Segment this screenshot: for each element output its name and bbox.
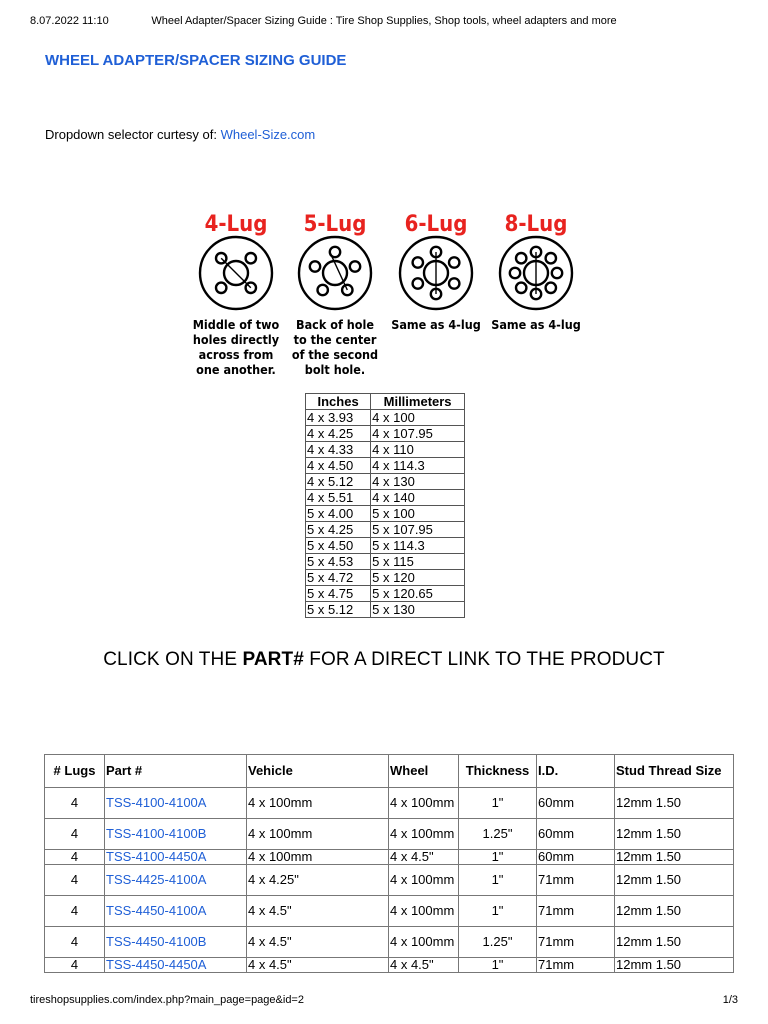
inches-cell: 5 x 4.53 [306,554,371,570]
inches-cell: 4 x 4.25 [306,426,371,442]
wheel-cell: 4 x 100mm [389,788,459,819]
lug-pattern-diagram [192,205,584,385]
millimeters-cell: 5 x 115 [371,554,465,570]
cta-bold: PART# [242,649,304,670]
credit-line [45,127,315,142]
part-number-cell [105,865,247,896]
wheel-cell: 4 x 100mm [389,819,459,850]
stud-thread-cell: 12mm 1.50 [615,865,734,896]
part-link[interactable]: TSS-4450-4100B [106,934,207,949]
millimeters-cell: 4 x 140 [371,490,465,506]
wheel-cell: 4 x 4.5" [389,958,459,973]
lugs-cell: 4 [45,958,105,973]
millimeters-header: Millimeters [371,394,465,410]
vehicle-cell: 4 x 100mm [247,819,389,850]
parts-row [45,865,734,896]
part-link[interactable]: TSS-4450-4450A [106,957,207,972]
inches-cell: 4 x 4.33 [306,442,371,458]
cta-prefix: CLICK ON THE [103,649,243,670]
conversion-row [306,506,465,522]
lug-heading: 4-Lug [204,212,268,237]
print-url: tireshopsupplies.com/index.php?main_page=page&id=2 [30,994,304,1006]
millimeters-cell: 5 x 100 [371,506,465,522]
credit-text: Dropdown selector curtesy of: [45,127,217,142]
part-link[interactable]: TSS-4100-4100A [106,795,207,810]
print-header [30,15,738,29]
lug-description: Same as 4-lug [491,317,581,332]
millimeters-cell: 4 x 130 [371,474,465,490]
stud-thread-header: Stud Thread Size [615,755,734,788]
conversion-row [306,538,465,554]
stud-thread-cell: 12mm 1.50 [615,788,734,819]
lug-description: Same as 4-lug [391,317,481,332]
inches-header: Inches [306,394,371,410]
lug-description: across from [198,347,274,362]
lug-description: one another. [196,362,276,377]
stud-thread-cell: 12mm 1.50 [615,927,734,958]
print-page-title: Wheel Adapter/Spacer Sizing Guide : Tire Shop Supplies, Shop tools, wheel adapters and more [151,15,617,27]
inches-cell: 5 x 4.25 [306,522,371,538]
inches-cell: 5 x 5.12 [306,602,371,618]
lugs-cell: 4 [45,927,105,958]
part-number-cell [105,896,247,927]
id-cell: 71mm [537,865,615,896]
parts-table [44,754,734,973]
part-link[interactable]: TSS-4425-4100A [106,872,207,887]
lugs-cell: 4 [45,819,105,850]
conversion-row [306,458,465,474]
part-number-cell [105,927,247,958]
thickness-cell: 1.25" [459,819,537,850]
id-cell: 71mm [537,896,615,927]
part-number-header: Part # [105,755,247,788]
wheel-cell: 4 x 100mm [389,927,459,958]
id-cell: 60mm [537,850,615,865]
lug-description: of the second [291,347,379,362]
inches-cell: 5 x 4.00 [306,506,371,522]
part-number-cell [105,850,247,865]
millimeters-cell: 4 x 110 [371,442,465,458]
print-page-number: 1/3 [722,994,738,1006]
lug-description: to the center [293,332,377,347]
inches-cell: 4 x 5.12 [306,474,371,490]
vehicle-cell: 4 x 4.5" [247,896,389,927]
print-footer [30,994,738,1008]
lugs-cell: 4 [45,865,105,896]
parts-header-row [45,755,734,788]
part-link[interactable]: TSS-4100-4100B [106,826,207,841]
stud-thread-cell: 12mm 1.50 [615,958,734,973]
vehicle-header: Vehicle [247,755,389,788]
conversion-row [306,410,465,426]
millimeters-cell: 4 x 107.95 [371,426,465,442]
inches-cell: 5 x 4.72 [306,570,371,586]
lugs-cell: 4 [45,850,105,865]
lugs-header: # Lugs [45,755,105,788]
part-link[interactable]: TSS-4100-4450A [106,849,207,864]
parts-row [45,958,734,973]
conversion-header-row [306,394,465,410]
wheel-hub-icon [200,237,272,309]
inches-cell: 4 x 5.51 [306,490,371,506]
parts-row [45,819,734,850]
part-link[interactable]: TSS-4450-4100A [106,903,207,918]
vehicle-cell: 4 x 4.5" [247,927,389,958]
inches-cell: 5 x 4.75 [306,586,371,602]
conversion-row [306,602,465,618]
stud-thread-cell: 12mm 1.50 [615,819,734,850]
lugs-cell: 4 [45,788,105,819]
thickness-cell: 1" [459,850,537,865]
conversion-row [306,522,465,538]
lug-description: Back of hole [296,317,374,332]
millimeters-cell: 5 x 120 [371,570,465,586]
lugs-cell: 4 [45,896,105,927]
lug-heading: 5-Lug [303,212,367,237]
wheel-cell: 4 x 100mm [389,896,459,927]
thickness-header: Thickness [459,755,537,788]
wheel-cell: 4 x 4.5" [389,850,459,865]
conversion-row [306,426,465,442]
part-number-cell [105,958,247,973]
millimeters-cell: 5 x 107.95 [371,522,465,538]
guide-title: WHEEL ADAPTER/SPACER SIZING GUIDE [45,52,347,69]
print-datetime: 8.07.2022 11:10 [30,15,109,27]
id-cell: 60mm [537,788,615,819]
wheel-hub-icon [400,237,472,309]
wheel-hub-icon [299,237,371,309]
wheel-size-link[interactable]: Wheel-Size.com [220,127,316,142]
conversion-row [306,586,465,602]
millimeters-cell: 4 x 114.3 [371,458,465,474]
lug-description: bolt hole. [304,362,366,377]
parts-row [45,788,734,819]
bolt-pattern-conversion-table [305,393,465,618]
millimeters-cell: 5 x 130 [371,602,465,618]
lug-description: Middle of two [192,317,280,332]
vehicle-cell: 4 x 100mm [247,850,389,865]
inches-cell: 5 x 4.50 [306,538,371,554]
stud-thread-cell: 12mm 1.50 [615,850,734,865]
parts-row [45,927,734,958]
lug-heading: 6-Lug [404,212,468,237]
wheel-hub-icon [500,237,572,309]
conversion-row [306,570,465,586]
conversion-row [306,442,465,458]
cta-suffix: FOR A DIRECT LINK TO THE PRODUCT [303,649,665,670]
vehicle-cell: 4 x 4.5" [247,958,389,973]
conversion-row [306,554,465,570]
thickness-cell: 1" [459,958,537,973]
millimeters-cell: 4 x 100 [371,410,465,426]
click-instruction [0,649,768,671]
parts-row [45,896,734,927]
id-cell: 60mm [537,819,615,850]
parts-row [45,850,734,865]
thickness-cell: 1" [459,896,537,927]
vehicle-cell: 4 x 100mm [247,788,389,819]
part-number-cell [105,788,247,819]
wheel-cell: 4 x 100mm [389,865,459,896]
vehicle-cell: 4 x 4.25" [247,865,389,896]
id-cell: 71mm [537,958,615,973]
id-cell: 71mm [537,927,615,958]
stud-thread-cell: 12mm 1.50 [615,896,734,927]
conversion-row [306,474,465,490]
millimeters-cell: 5 x 114.3 [371,538,465,554]
thickness-cell: 1.25" [459,927,537,958]
conversion-row [306,490,465,506]
wheel-header: Wheel [389,755,459,788]
part-number-cell [105,819,247,850]
inches-cell: 4 x 3.93 [306,410,371,426]
lug-description: holes directly [192,332,280,347]
thickness-cell: 1" [459,865,537,896]
thickness-cell: 1" [459,788,537,819]
millimeters-cell: 5 x 120.65 [371,586,465,602]
inches-cell: 4 x 4.50 [306,458,371,474]
id-header: I.D. [537,755,615,788]
lug-heading: 8-Lug [504,212,568,237]
